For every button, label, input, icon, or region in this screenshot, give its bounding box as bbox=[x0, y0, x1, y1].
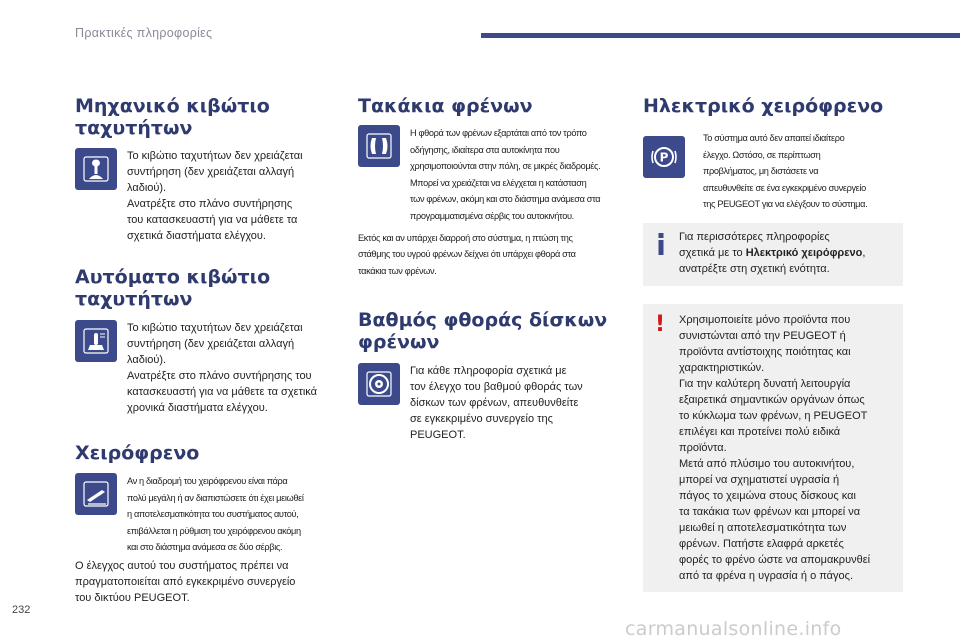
svg-text:P: P bbox=[659, 150, 669, 165]
warning-box bbox=[643, 304, 903, 592]
header-bar bbox=[481, 33, 960, 38]
warning-line: μπορεί να σχηματιστεί υγρασία ή bbox=[679, 473, 840, 486]
info-line bbox=[679, 245, 893, 261]
text-line: συντήρηση (δεν χρειάζεται αλλαγή bbox=[127, 338, 295, 350]
manual-gearbox-title: Μηχανικό κιβώτιο ταχυτήτων bbox=[75, 95, 270, 139]
title-line: ταχυτήτων bbox=[75, 288, 193, 310]
warning-line: συνιστώνται από την PEUGEOT ή bbox=[679, 329, 846, 342]
handbrake-paragraph bbox=[75, 558, 340, 606]
manual-gearbox-section bbox=[75, 148, 340, 244]
text-line: οδήγησης, ιδιαίτερα στα αυτοκίνητα που bbox=[410, 144, 560, 155]
text-line: Εκτός και αν υπάρχει διαρροή στο σύστημα, η πτώση της bbox=[358, 232, 573, 243]
warning-line: πάγος το χειμώνα στους δίσκους και bbox=[679, 489, 856, 502]
electric-handbrake-text bbox=[703, 130, 867, 213]
text-line: του κατασκευαστή για να μάθετε τα bbox=[127, 214, 298, 226]
warning-line: Για την καλύτερη δυνατή λειτουργία bbox=[679, 377, 851, 390]
text-line: Μπορεί να χρειάζεται να ελέγχεται η κατάσταση bbox=[410, 177, 587, 188]
electric-handbrake-section bbox=[643, 130, 903, 213]
text-line: προγραμματισμένα σέρβις του αυτοκινήτου. bbox=[410, 210, 574, 221]
text-line: λαδιού). bbox=[127, 354, 167, 366]
handbrake-title: Χειρόφρενο bbox=[75, 442, 200, 464]
text-line: δίσκων των φρένων, απευθυνθείτε bbox=[410, 397, 579, 410]
info-line: Για περισσότερες πληροφορίες bbox=[679, 230, 830, 243]
text-line: Για κάθε πληροφορία σχετικά με bbox=[410, 365, 567, 378]
text-line: Ο έλεγχος αυτού του συστήματος πρέπει να bbox=[75, 559, 289, 572]
brake-discs-title bbox=[358, 309, 628, 353]
warning-line: μειωθεί η αποτελεσματικότητα των bbox=[679, 521, 847, 534]
text-line: συντήρηση (δεν χρειάζεται αλλαγή bbox=[127, 166, 295, 178]
text-line: προβλήματος, μη διστάσετε να bbox=[703, 166, 819, 177]
text-line: της PEUGEOT για να ελέγξουν το σύστημα. bbox=[703, 199, 868, 210]
text-line: Η φθορά των φρένων εξαρτάται από τον τρόπο bbox=[410, 128, 587, 138]
title-line: Αυτόματο κιβώτιο bbox=[75, 266, 271, 288]
electric-handbrake-title: Ηλεκτρικό χειρόφρενο bbox=[643, 95, 884, 117]
text-line: χρονικά διαστήματα ελέγχου. bbox=[127, 402, 268, 414]
info-box bbox=[643, 223, 903, 286]
text-line: Το κιβώτιο ταχυτήτων δεν χρειάζεται bbox=[127, 322, 303, 334]
handbrake-section bbox=[75, 473, 340, 556]
manual-gearbox-text bbox=[127, 148, 303, 244]
text-line: των φρένων, ακόμη και στο διάστημα ανάμεσα στα bbox=[410, 194, 601, 205]
title-line: φρένων bbox=[358, 331, 440, 354]
text-line: λαδιού). bbox=[127, 182, 167, 194]
text-line: τακάκια των φρένων. bbox=[358, 265, 437, 276]
warning-line: χαρακτηριστικών. bbox=[679, 361, 765, 374]
brake-pads-icon bbox=[358, 125, 400, 167]
watermark: carmanualsonline.info bbox=[625, 618, 842, 640]
title-line: Βαθμός φθοράς δίσκων bbox=[358, 309, 608, 332]
warning-line: εξαιρετικά σημαντικών οργάνων όπως bbox=[679, 393, 865, 406]
brake-discs-section bbox=[358, 363, 628, 443]
brake-disc-icon bbox=[358, 363, 400, 405]
warning-icon: ! bbox=[655, 311, 666, 337]
text-line: έλεγχο. Ωστόσο, σε περίπτωση bbox=[703, 149, 821, 160]
text-line: η αποτελεσματικότητα του συστήματος αυτού, bbox=[127, 509, 299, 520]
text-line: στάθμης του υγρού φρένων δείχνει ότι υπάρχει φθορά στα bbox=[358, 249, 576, 260]
text-line: και στο διάστημα ανάμεσα σε δύο σέρβις. bbox=[127, 542, 283, 553]
text-line: Το κιβώτιο ταχυτήτων δεν χρειάζεται bbox=[127, 150, 303, 162]
text-line: επιβάλλεται η ρύθμιση του χειρόφρενου ακόμη bbox=[127, 525, 301, 536]
info-link-text: Ηλεκτρικό χειρόφρενο bbox=[745, 246, 863, 259]
text-line: πολύ μεγάλη ή αν διαπιστώσετε ότι έχει μειωθεί bbox=[127, 492, 304, 503]
info-text: σχετικά με το bbox=[679, 246, 746, 259]
gear-stick-icon bbox=[75, 148, 117, 190]
info-text: , bbox=[862, 246, 866, 259]
warning-line: φρένων. Πατήστε ελαφρά αρκετές bbox=[679, 537, 844, 550]
text-line: απευθυνθείτε σε ένα εγκεκριμένο συνεργείο bbox=[703, 182, 866, 193]
warning-line: τα τακάκια των φρένων και μπορεί να bbox=[679, 505, 861, 518]
electric-parking-brake-icon bbox=[643, 136, 685, 178]
automatic-gear-icon bbox=[75, 320, 117, 362]
text-line: Ανατρέξτε στο πλάνο συντήρησης bbox=[127, 198, 293, 210]
handbrake-text bbox=[127, 473, 304, 556]
warning-line: από τα φρένα η υγρασία ή ο πάγος. bbox=[679, 569, 854, 582]
page-header-title: Πρακτικές πληροφορίες bbox=[75, 26, 213, 40]
column-2 bbox=[358, 95, 628, 443]
warning-line: το κύκλωμα των φρένων, η PEUGEOT bbox=[679, 409, 868, 422]
text-line: κατασκευαστή για να μάθετε τα σχετικά bbox=[127, 386, 318, 398]
warning-line: Μετά από πλύσιμο του αυτοκινήτου, bbox=[679, 457, 855, 470]
warning-line: προϊόντα αντίστοιχης ποιότητας και bbox=[679, 345, 851, 358]
page-number: 232 bbox=[12, 604, 31, 616]
text-line: Αν η διαδρομή του χειρόφρενου είναι πάρα bbox=[127, 476, 288, 486]
column-1 bbox=[75, 95, 340, 606]
brake-pads-paragraph bbox=[358, 230, 628, 280]
handbrake-icon bbox=[75, 473, 117, 515]
text-line: σχετικά διαστήματα ελέγχου. bbox=[127, 230, 266, 242]
warning-line: φορές το φρένο ώστε να απομακρυνθεί bbox=[679, 553, 871, 566]
column-3 bbox=[643, 95, 903, 592]
warning-line: Χρησιμοποιείτε μόνο προϊόντα που bbox=[679, 313, 851, 326]
brake-discs-text bbox=[410, 363, 583, 443]
text-line: χρησιμοποιούνται στην πόλη, σε μικρές διαδρομές. bbox=[410, 161, 601, 172]
info-line: ανατρέξτε στη σχετική ενότητα. bbox=[679, 262, 830, 275]
brake-pads-text bbox=[410, 125, 600, 225]
info-icon bbox=[655, 231, 667, 257]
text-line: Το σύστημα αυτό δεν απαιτεί ιδιαίτερο bbox=[703, 133, 845, 143]
warning-line: προϊόντα. bbox=[679, 441, 727, 454]
text-line: PEUGEOT. bbox=[410, 429, 466, 442]
warning-line: επιλέγει και προτείνει πολύ ειδικά bbox=[679, 425, 841, 438]
auto-gearbox-title bbox=[75, 266, 340, 310]
auto-gearbox-text bbox=[127, 320, 317, 416]
text-line: σε εγκεκριμένο συνεργείο της bbox=[410, 413, 553, 426]
text-line: πραγματοποιείται από εγκεκριμένο συνεργείο bbox=[75, 575, 296, 588]
text-line: Ανατρέξτε στο πλάνο συντήρησης του bbox=[127, 370, 312, 382]
auto-gearbox-section bbox=[75, 320, 340, 416]
text-line: τον έλεγχο του βαθμού φθοράς των bbox=[410, 381, 583, 394]
brake-pads-title: Τακάκια φρένων bbox=[358, 95, 533, 117]
brake-pads-section bbox=[358, 125, 628, 225]
text-line: του δικτύου PEUGEOT. bbox=[75, 591, 190, 604]
